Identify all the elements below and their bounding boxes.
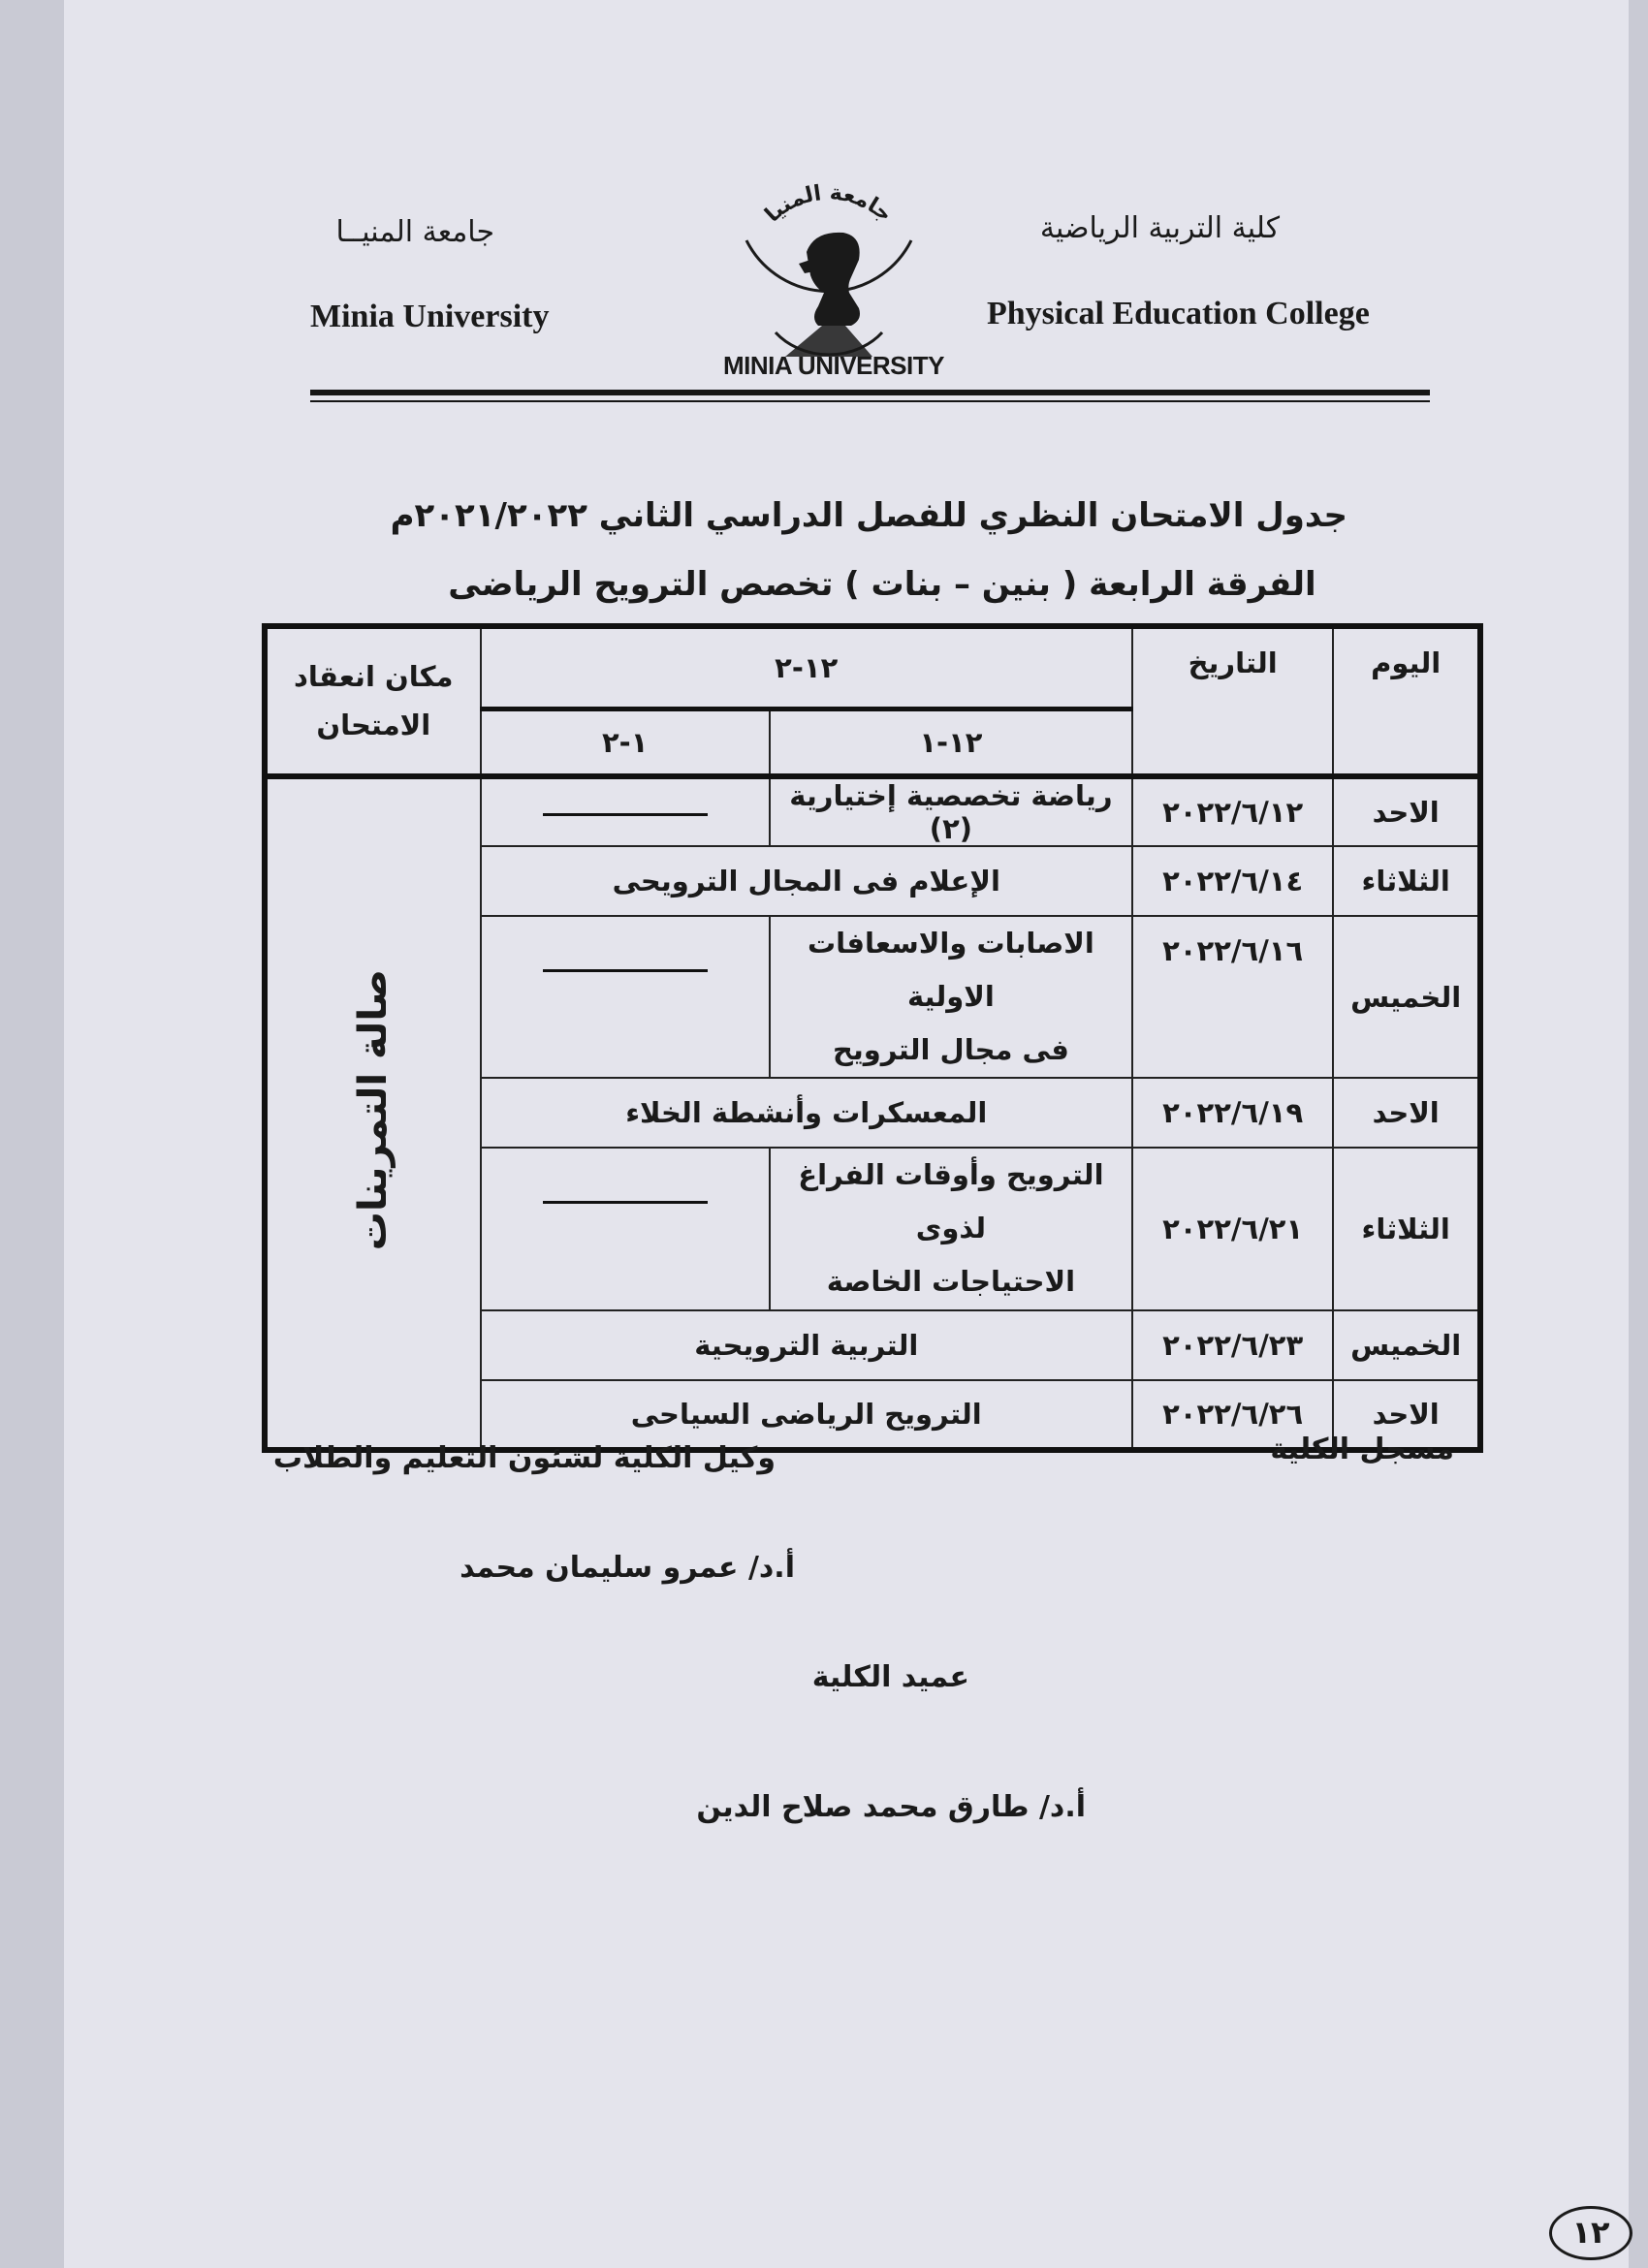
svg-text:جامعة المنيا xyxy=(761,181,897,228)
row-day: الثلاثاء xyxy=(1333,1148,1480,1309)
title-line-2: الفرقة الرابعة ( بنين – بنات ) تخصص الترويح الرياضى xyxy=(448,565,1316,604)
venue-text: صالة التمرينات xyxy=(351,968,396,1250)
row-date: ٢٠٢٢/٦/١٤ xyxy=(1132,846,1333,916)
university-name-ar: جامعة المنيــا xyxy=(335,215,494,249)
row-day: الاحد xyxy=(1333,1380,1480,1450)
row-date: ٢٠٢٢/٦/٢١ xyxy=(1132,1148,1333,1309)
vice-dean-title: وكيل الكلية لشئون التعليم والطلاب xyxy=(272,1441,776,1475)
row-empty-slot xyxy=(481,916,770,1078)
header-date: التاريخ xyxy=(1132,626,1333,776)
dean-title: عميد الكلية xyxy=(811,1660,969,1694)
row-subject xyxy=(770,916,1132,1078)
row-subject-line2: الاحتياجات الخاصة xyxy=(826,1265,1076,1299)
row-subject: التربية الترويحية xyxy=(481,1310,1133,1380)
university-name-en: Minia University xyxy=(310,299,550,334)
row-subject xyxy=(770,1148,1132,1309)
title-line-1: جدول الامتحان النظري للفصل الدراسي الثاني ٢٠٢١/٢٠٢٢م xyxy=(390,496,1347,535)
college-name-ar: كلية التربية الرياضية xyxy=(1039,211,1280,245)
registrar-title: مسجل الكلية xyxy=(1270,1433,1454,1466)
table-row xyxy=(265,776,1480,846)
dash-line xyxy=(543,969,708,972)
dash-line xyxy=(543,1201,708,1204)
row-date: ٢٠٢٢/٦/١٩ xyxy=(1132,1078,1333,1148)
row-date: ٢٠٢٢/٦/٢٦ xyxy=(1132,1380,1333,1450)
page-number-text: ١٢ xyxy=(1571,2214,1610,2251)
header-venue: مكان انعقاد الامتحان xyxy=(265,626,481,776)
row-subject-line1: الترويح وأوقات الفراغ لذوى xyxy=(798,1158,1104,1245)
header-rule-thick xyxy=(310,390,1430,395)
row-subject-line2: فى مجال الترويح xyxy=(832,1033,1069,1067)
row-subject: المعسكرات وأنشطة الخلاء xyxy=(481,1078,1133,1148)
vice-dean-name: أ.د/ عمرو سليمان محمد xyxy=(460,1551,795,1585)
row-empty-slot xyxy=(481,776,770,846)
header-time-b: ١-٢ xyxy=(481,709,770,776)
page-number xyxy=(1549,2206,1632,2260)
dean-name: أ.د/ طارق محمد صلاح الدين xyxy=(696,1790,1086,1824)
row-date: ٢٠٢٢/٦/٢٣ xyxy=(1132,1310,1333,1380)
row-date: ٢٠٢٢/٦/١٢ xyxy=(1132,776,1333,846)
row-subject: رياضة تخصصية إختيارية (٢) xyxy=(770,776,1132,846)
row-date: ٢٠٢٢/٦/١٦ xyxy=(1132,916,1333,1078)
header-time-a: ١٢-١ xyxy=(770,709,1132,776)
row-day: الاحد xyxy=(1333,776,1480,846)
row-day: الخميس xyxy=(1333,1310,1480,1380)
row-subject: الإعلام فى المجال الترويحى xyxy=(481,846,1133,916)
logo-caption: MINIA UNIVERSITY xyxy=(723,351,944,380)
row-day: الاحد xyxy=(1333,1078,1480,1148)
exam-schedule-table xyxy=(262,623,1483,1453)
row-subject-line1: الاصابات والاسعافات الاولية xyxy=(808,927,1094,1014)
header-time-main: ١٢-٢ xyxy=(481,626,1133,709)
header-day: اليوم xyxy=(1333,626,1480,776)
row-subject: الترويح الرياضى السياحى xyxy=(481,1380,1133,1450)
venue-cell xyxy=(265,776,481,1450)
logo-arc-text: جامعة المنيا xyxy=(760,180,897,228)
header-rule-thin xyxy=(310,400,1430,402)
row-day: الخميس xyxy=(1333,916,1480,1078)
row-empty-slot xyxy=(481,1148,770,1309)
college-name-en: Physical Education College xyxy=(987,296,1370,331)
row-day: الثلاثاء xyxy=(1333,846,1480,916)
dash-line xyxy=(543,813,708,816)
